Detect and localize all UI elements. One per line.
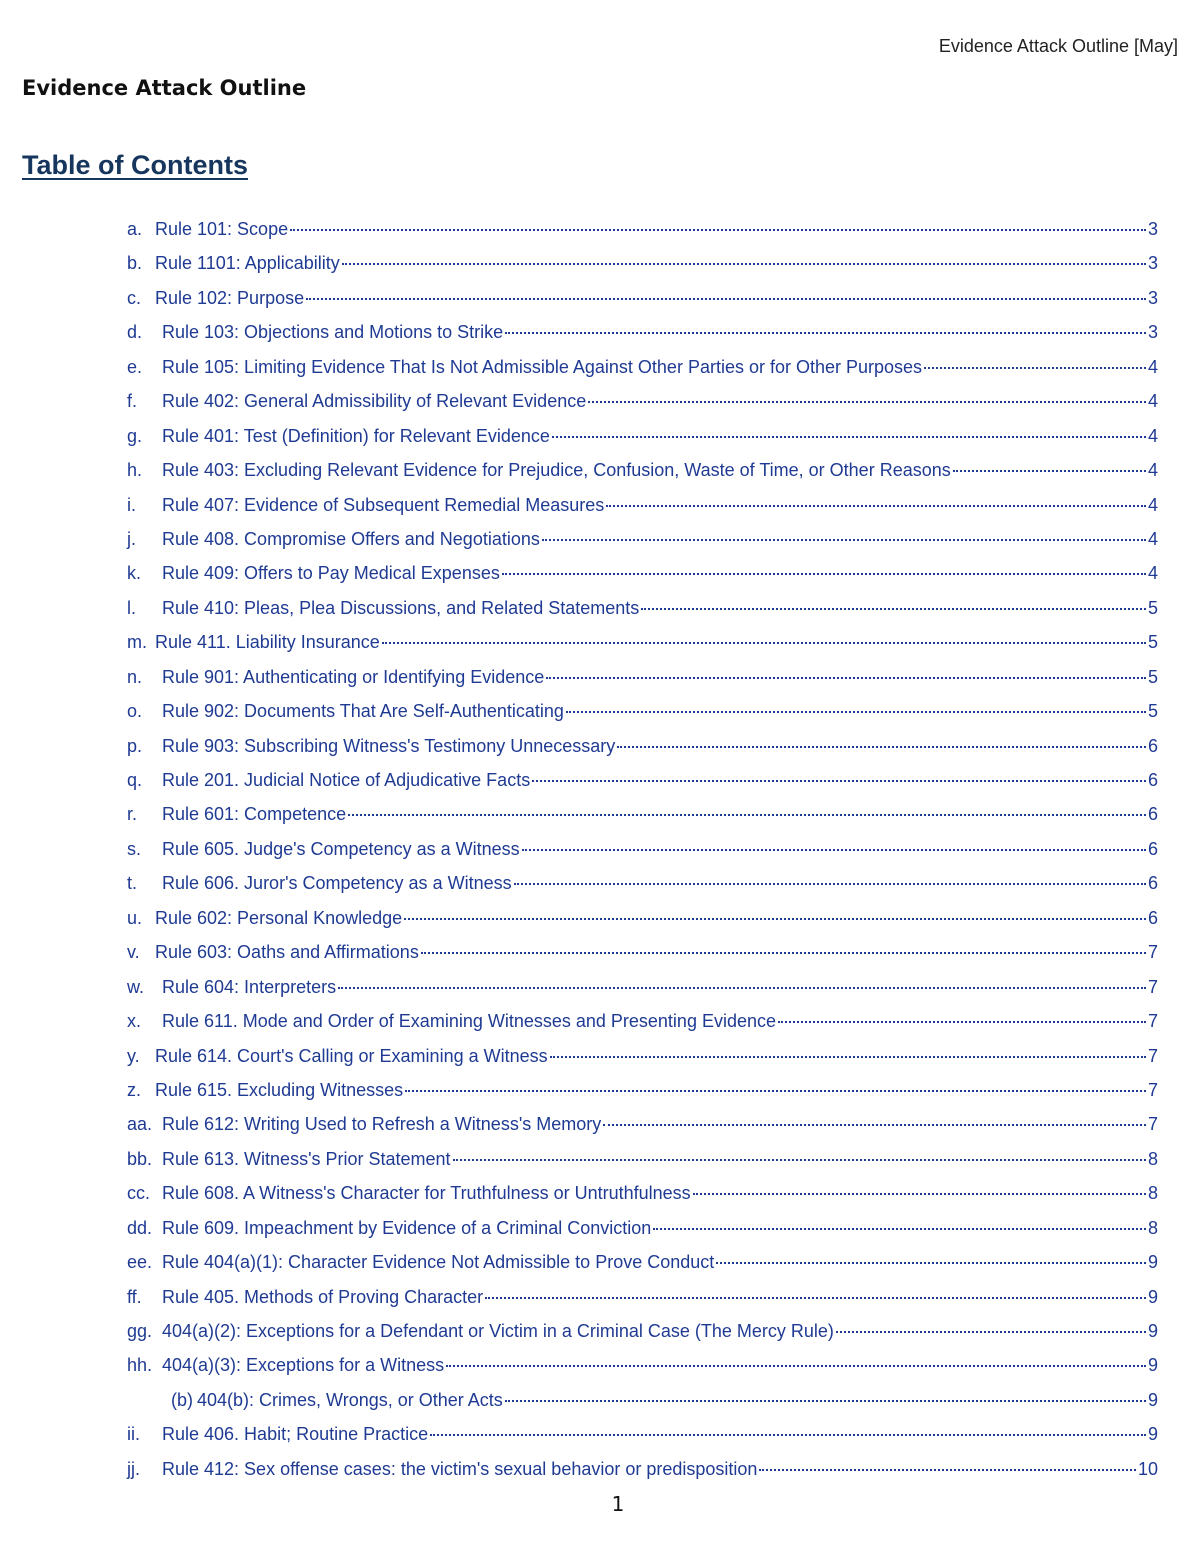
toc-entry-label: Rule 412: Sex offense cases: the victim's sexual behavior or predisposition — [162, 1458, 758, 1479]
toc-entry-marker: s. — [127, 838, 142, 859]
toc-dot-leader — [306, 298, 1146, 300]
toc-dot-leader — [446, 1365, 1146, 1367]
toc-entry-link[interactable] — [127, 495, 1158, 529]
toc-entry-label: 404(a)(2): Exceptions for a Defendant or Victim in a Criminal Case (The Mercy Rule) — [162, 1321, 834, 1341]
toc-entry-marker: ii. — [127, 1424, 140, 1445]
toc-entry-link[interactable] — [127, 1355, 1158, 1389]
toc-entry-page-number: 9 — [1147, 1286, 1158, 1307]
toc-entry-link[interactable] — [127, 1011, 1158, 1045]
toc-entry-link[interactable] — [127, 219, 1158, 253]
toc-dot-leader — [836, 1331, 1146, 1333]
toc-dot-leader — [693, 1193, 1146, 1195]
toc-entry-label: Rule 608. A Witness's Character for Truthfulness or Untruthfulness — [162, 1183, 691, 1204]
toc-entry-page-number: 3 — [1147, 322, 1158, 343]
toc-entry-marker: w. — [127, 976, 145, 997]
toc-entry-marker: j. — [127, 528, 136, 549]
toc-entry-page-number: 5 — [1147, 597, 1158, 618]
toc-entry-marker: f. — [127, 391, 138, 412]
toc-dot-leader — [552, 436, 1146, 438]
toc-dot-leader — [716, 1262, 1146, 1264]
toc-dot-leader — [382, 642, 1146, 644]
toc-dot-leader — [778, 1021, 1146, 1023]
toc-entry-page-number: 4 — [1147, 563, 1158, 584]
toc-entry-page-number: 7 — [1147, 1079, 1158, 1100]
toc-entry-label: Rule 103: Objections and Motions to Strike — [162, 322, 504, 343]
toc-entry-page-number: 5 — [1147, 701, 1158, 722]
toc-entry-page-number: 5 — [1147, 666, 1158, 687]
toc-entry-marker: x. — [127, 1011, 142, 1032]
toc-entry-link[interactable] — [127, 1149, 1158, 1183]
toc-entry-marker: e. — [127, 356, 143, 377]
toc-entry-page-number: 9 — [1147, 1321, 1158, 1341]
toc-dot-leader — [430, 1434, 1146, 1436]
toc-entry-link[interactable] — [127, 1287, 1158, 1321]
toc-entry-link[interactable] — [127, 701, 1158, 735]
page-number: 1 — [611, 1492, 625, 1516]
toc-entry-label: Rule 611. Mode and Order of Examining Witnesses and Presenting Evidence — [162, 1011, 777, 1032]
toc-entry-link[interactable] — [127, 529, 1158, 563]
toc-entry-page-number: 4 — [1147, 391, 1158, 412]
toc-entry-page-number: 7 — [1147, 1114, 1158, 1135]
toc-entry-marker: k. — [127, 563, 142, 584]
toc-entry-label: Rule 201. Judicial Notice of Adjudicative Facts — [162, 770, 531, 790]
toc-entry-page-number: 9 — [1147, 1389, 1158, 1410]
toc-dot-leader — [505, 1400, 1146, 1402]
toc-entry-link[interactable] — [127, 288, 1158, 322]
toc-entry-page-number: 9 — [1147, 1252, 1158, 1273]
toc-entry-marker: n. — [127, 666, 143, 687]
toc-dot-leader — [603, 1124, 1146, 1126]
toc-entry-page-number: 8 — [1147, 1217, 1158, 1238]
toc-entry-label: Rule 407: Evidence of Subsequent Remedial Measures — [162, 494, 605, 515]
table-of-contents — [127, 219, 1158, 1493]
toc-dot-leader — [546, 677, 1146, 679]
toc-entry-label: Rule 613. Witness's Prior Statement — [162, 1148, 451, 1169]
toc-entry-label: Rule 404(a)(1): Character Evidence Not Admissible to Prove Conduct — [162, 1252, 715, 1273]
toc-entry-link[interactable] — [127, 426, 1158, 460]
toc-entry-page-number: 4 — [1147, 460, 1158, 481]
toc-entry-page-number: 6 — [1147, 804, 1158, 825]
toc-entry-link[interactable] — [127, 804, 1158, 838]
toc-entry-label: Rule 403: Excluding Relevant Evidence for Prejudice, Confusion, Waste of Time, or Other Reasons — [162, 460, 951, 481]
toc-entry-link[interactable] — [127, 1114, 1158, 1148]
toc-entry-marker: dd. — [127, 1217, 153, 1238]
toc-dot-leader — [421, 952, 1146, 954]
toc-entry-page-number: 3 — [1147, 287, 1158, 308]
toc-dot-leader — [953, 470, 1146, 472]
toc-entry-label: Rule 606. Juror's Competency as a Witness — [162, 873, 512, 894]
toc-entry-marker: gg. — [127, 1321, 153, 1341]
toc-entry-label: Rule 602: Personal Knowledge — [155, 907, 403, 928]
toc-entry-marker: c. — [127, 287, 142, 308]
toc-entry-label: Rule 901: Authenticating or Identifying Evidence — [162, 666, 545, 687]
toc-entry-label: Rule 405. Methods of Proving Character — [162, 1286, 484, 1307]
toc-dot-leader — [290, 229, 1146, 231]
toc-heading: Table of Contents — [22, 150, 248, 180]
toc-entry-link[interactable] — [127, 770, 1158, 804]
toc-entry-label: Rule 102: Purpose — [155, 287, 305, 308]
toc-entry-marker: l. — [127, 597, 136, 618]
toc-dot-leader — [453, 1159, 1146, 1161]
toc-entry-marker: t. — [127, 873, 138, 894]
toc-entry-marker: d. — [127, 322, 143, 343]
toc-dot-leader — [641, 608, 1146, 610]
toc-entry-link[interactable] — [127, 736, 1158, 770]
toc-entry-label: Rule 402: General Admissibility of Relevant Evidence — [162, 391, 587, 412]
toc-entry-marker: g. — [127, 425, 143, 446]
toc-entry-link[interactable] — [127, 1218, 1158, 1252]
toc-entry-label: Rule 601: Competence — [162, 804, 347, 825]
toc-entry-link[interactable] — [127, 357, 1158, 391]
toc-entry-page-number: 3 — [1147, 219, 1158, 239]
toc-entry-link[interactable] — [127, 1459, 1158, 1493]
toc-entry-marker: o. — [127, 701, 143, 722]
toc-entry-label: Rule 409: Offers to Pay Medical Expenses — [162, 563, 500, 584]
toc-entry-page-number: 6 — [1147, 873, 1158, 894]
toc-entry-link[interactable] — [127, 253, 1158, 287]
toc-dot-leader — [405, 1090, 1146, 1092]
toc-entry-link[interactable] — [127, 460, 1158, 494]
toc-entry-page-number: 5 — [1147, 632, 1158, 653]
toc-entry-label: Rule 614. Court's Calling or Examining a Witness — [155, 1045, 548, 1066]
toc-entry-marker: z. — [127, 1079, 142, 1100]
toc-entry-label: Rule 604: Interpreters — [162, 976, 337, 997]
toc-entry-label: 404(b): Crimes, Wrongs, or Other Acts — [197, 1389, 503, 1410]
toc-entry-link[interactable] — [127, 908, 1158, 942]
toc-dot-leader — [522, 849, 1146, 851]
toc-dot-leader — [588, 401, 1146, 403]
toc-entry-marker: a. — [127, 219, 143, 239]
toc-entry-marker: v. — [127, 942, 140, 963]
toc-entry-label: Rule 101: Scope — [155, 219, 289, 239]
toc-entry-link[interactable] — [127, 1424, 1158, 1458]
toc-dot-leader — [617, 746, 1146, 748]
toc-entry-link[interactable] — [127, 667, 1158, 701]
toc-entry-page-number: 4 — [1147, 494, 1158, 515]
toc-entry-marker: hh. — [127, 1355, 153, 1376]
toc-dot-leader — [404, 918, 1146, 920]
toc-entry-link[interactable] — [127, 977, 1158, 1011]
toc-entry-label: Rule 609. Impeachment by Evidence of a Criminal Conviction — [162, 1217, 652, 1238]
toc-entry-link[interactable] — [127, 391, 1158, 425]
toc-entry-label: Rule 605. Judge's Competency as a Witness — [162, 838, 520, 859]
toc-entry-marker: p. — [127, 735, 143, 756]
toc-entry-label: Rule 615. Excluding Witnesses — [155, 1079, 404, 1100]
toc-entry-marker: ee. — [127, 1252, 153, 1273]
toc-entry-link[interactable] — [127, 1183, 1158, 1217]
toc-entry-page-number: 4 — [1147, 528, 1158, 549]
toc-dot-leader — [502, 573, 1146, 575]
toc-entry-label: Rule 105: Limiting Evidence That Is Not Admissible Against Other Parties or for Other Purposes — [162, 356, 923, 377]
toc-dot-leader — [348, 814, 1146, 816]
toc-entry-page-number: 3 — [1147, 253, 1158, 274]
toc-entry-link[interactable] — [127, 1321, 1158, 1355]
toc-entry-link[interactable] — [127, 1046, 1158, 1080]
toc-dot-leader — [338, 987, 1146, 989]
toc-dot-leader — [924, 367, 1146, 369]
toc-dot-leader — [606, 505, 1146, 507]
toc-entry-page-number: 6 — [1147, 735, 1158, 756]
toc-entry-page-number: 8 — [1147, 1183, 1158, 1204]
toc-dot-leader — [759, 1469, 1136, 1471]
toc-entry-page-number: 6 — [1147, 907, 1158, 928]
toc-entry-label: Rule 903: Subscribing Witness's Testimony Unnecessary — [162, 735, 616, 756]
toc-entry-link[interactable] — [127, 563, 1158, 597]
toc-dot-leader — [532, 780, 1146, 782]
toc-entry-page-number: 6 — [1147, 838, 1158, 859]
toc-entry-label: Rule 401: Test (Definition) for Relevant Evidence — [162, 425, 550, 446]
toc-entry-page-number: 8 — [1147, 1148, 1158, 1169]
toc-entry-label: Rule 603: Oaths and Affirmations — [155, 942, 419, 963]
toc-entry-marker: ff. — [127, 1286, 142, 1307]
toc-dot-leader — [550, 1056, 1146, 1058]
toc-entry-marker: h. — [127, 460, 143, 481]
toc-entry-label: Rule 410: Pleas, Plea Discussions, and Related Statements — [162, 597, 640, 618]
toc-entry-label: Rule 408. Compromise Offers and Negotiations — [162, 528, 540, 549]
toc-entry-link[interactable] — [127, 1252, 1158, 1286]
toc-entry-link[interactable] — [127, 322, 1158, 356]
toc-entry-page-number: 7 — [1147, 942, 1158, 963]
toc-entry-marker: aa. — [127, 1114, 153, 1135]
toc-entry-link[interactable] — [127, 632, 1158, 666]
toc-entry-label: Rule 612: Writing Used to Refresh a Witness's Memory — [162, 1114, 602, 1135]
toc-entry-link[interactable] — [127, 1080, 1158, 1114]
toc-dot-leader — [566, 711, 1146, 713]
toc-dot-leader — [505, 332, 1146, 334]
toc-entry-page-number: 4 — [1147, 425, 1158, 446]
toc-entry-link[interactable] — [127, 873, 1158, 907]
toc-entry-marker: u. — [127, 907, 143, 928]
toc-entry-label: Rule 406. Habit; Routine Practice — [162, 1424, 429, 1445]
toc-entry-label: Rule 902: Documents That Are Self-Authenticating — [162, 701, 564, 722]
toc-entry-label: Rule 1101: Applicability — [155, 253, 340, 274]
toc-entry-page-number: 10 — [1137, 1458, 1158, 1479]
toc-entry-page-number: 4 — [1147, 356, 1158, 377]
toc-entry-page-number: 7 — [1147, 976, 1158, 997]
toc-entry-page-number: 9 — [1147, 1355, 1158, 1376]
toc-dot-leader — [342, 263, 1146, 265]
toc-entry-marker: m. — [127, 632, 147, 653]
toc-entry-link[interactable] — [127, 1390, 1158, 1424]
toc-entry-label: 404(a)(3): Exceptions for a Witness — [162, 1355, 445, 1376]
document-title: Evidence Attack Outline — [22, 76, 307, 100]
toc-entry-marker: jj. — [127, 1458, 140, 1479]
toc-entry-marker: bb. — [127, 1148, 153, 1169]
toc-entry-marker: q. — [127, 770, 143, 790]
toc-entry-marker: i. — [127, 494, 136, 515]
toc-entry-page-number: 7 — [1147, 1045, 1158, 1066]
toc-entry-marker: cc. — [127, 1183, 151, 1204]
toc-dot-leader — [542, 539, 1146, 541]
toc-entry-link[interactable] — [127, 942, 1158, 976]
toc-dot-leader — [653, 1228, 1146, 1230]
toc-entry-marker: b. — [127, 253, 143, 274]
toc-entry-marker: (b) — [171, 1389, 193, 1410]
toc-entry-page-number: 6 — [1147, 770, 1158, 790]
toc-dot-leader — [514, 883, 1146, 885]
toc-entry-link[interactable] — [127, 598, 1158, 632]
toc-entry-label: Rule 411. Liability Insurance — [155, 632, 380, 653]
toc-entry-page-number: 7 — [1147, 1011, 1158, 1032]
toc-entry-page-number: 9 — [1147, 1424, 1158, 1445]
toc-dot-leader — [485, 1297, 1146, 1299]
toc-entry-link[interactable] — [127, 839, 1158, 873]
toc-entry-marker: r. — [127, 804, 138, 825]
toc-entry-marker: y. — [127, 1045, 140, 1066]
running-header: Evidence Attack Outline [May] — [938, 36, 1178, 56]
